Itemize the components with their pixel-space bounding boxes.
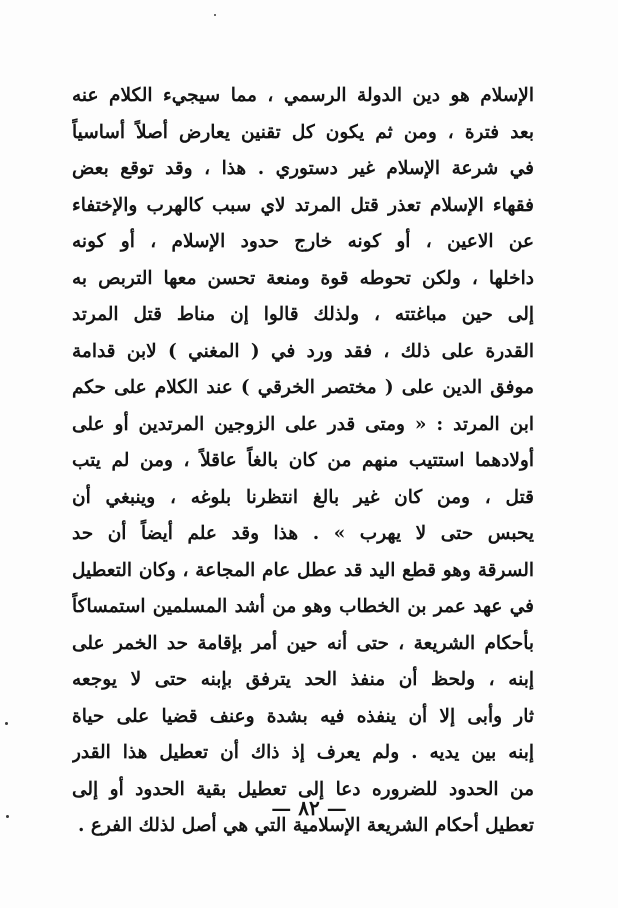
text-line: أولادهما استتيب منهم من كان بالغاً عاقلاً ، ومن لم يتب [72, 450, 534, 471]
scan-speck [214, 14, 216, 16]
text-line: الإسلام هو دين الدولة الرسمي ، مما سيجيء الكلام عنه [72, 85, 534, 106]
text-line: ثار وأبى إلا أن ينفذه فيه بشدة وعنف قضيا على حياة [72, 705, 534, 727]
text-line: فقهاء الإسلام تعذر قتل المرتد لاي سبب كالهرب والإختفاء [72, 194, 534, 216]
text-line: إبنه بين يديه . ولم يعرف إذ ذاك أن تعطيل هذا القدر [72, 742, 534, 763]
text-line: بأحكام الشريعة ، حتى أنه حين أمر بإقامة حد الخمر على [72, 632, 534, 654]
page-number: — ٨٢ — [271, 796, 347, 820]
text-line: ابن المرتد : « ومتى قدر على الزوجين المرتدين أو على [72, 413, 534, 435]
body-text [72, 78, 534, 845]
text-line: تعطيل أحكام الشريعة الإسلامية التي هي أصل لذلك الفرع . [77, 815, 534, 836]
text-line: بعد فترة ، ومن ثم يكون كل تقنين يعارض أصلاً أساسياً [72, 121, 534, 143]
scan-speck [6, 815, 9, 818]
text-line: السرقة وهو قطع اليد قد عطل عام المجاعة ، وكان التعطيل [72, 559, 534, 581]
text-line: داخلها ، ولكن تحوطه قوة ومنعة تحسن معها التربص به [72, 267, 534, 289]
text-line: إبنه ، ولحظ أن منفذ الحد يترفق بإبنه حتى لا يوجعه [72, 669, 534, 690]
text-line: عن الاعين ، أو كونه خارج حدود الإسلام ، أو كونه [72, 231, 534, 252]
text-line: موفق الدين على ( مختصر الخرقي ) عند الكلام على حكم [72, 377, 534, 398]
scan-speck [5, 722, 8, 725]
text-line: إلى حين مباغتته ، ولذلك قالوا إن مناط قتل المرتد [72, 304, 534, 325]
text-line: قتل ، ومن كان غير بالغ انتظرنا بلوغه ، وينبغي أن [72, 486, 534, 508]
text-line: القدرة على ذلك ، فقد ورد في ( المغني ) لابن قدامة [72, 340, 534, 362]
text-line: في عهد عمر بن الخطاب وهو من أشد المسلمين استمساكاً [72, 596, 534, 617]
text-line: يحبس حتى لا يهرب » . هذا وقد علم أيضاً أن حد [72, 523, 534, 544]
text-line: من الحدود للضروره دعا إلى تعطيل بقية الحدود أو إلى [72, 778, 534, 800]
text-line: في شرعة الإسلام غير دستوري . هذا ، وقد توقع بعض [72, 158, 534, 179]
